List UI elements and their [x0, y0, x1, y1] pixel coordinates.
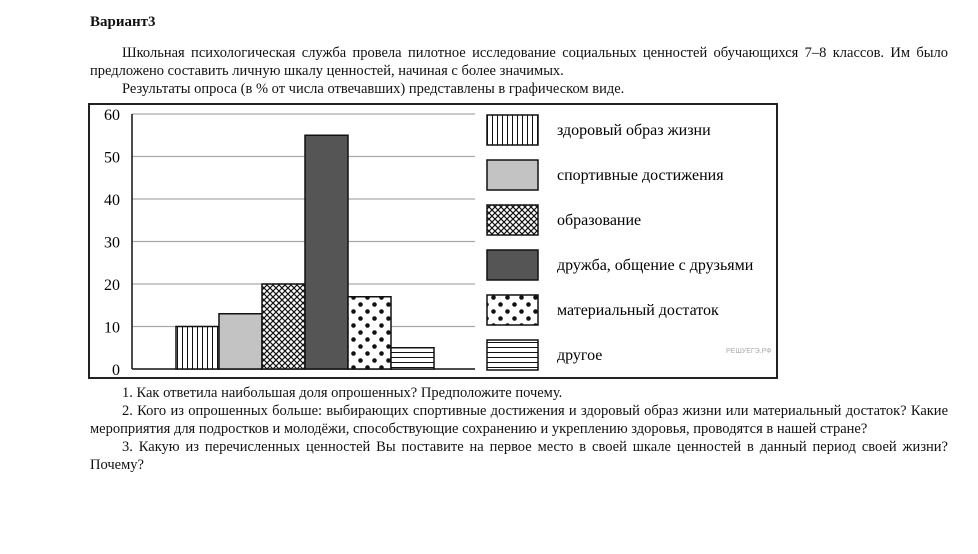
- y-tick-label: 40: [104, 192, 120, 209]
- legend-label-3: дружба, общение с друзьями: [557, 257, 754, 274]
- watermark: РЕШУЕГЭ.РФ: [726, 348, 772, 355]
- bar-4: [348, 297, 391, 369]
- y-tick-label: 60: [104, 107, 120, 124]
- variant-title: Вариант3: [90, 14, 156, 30]
- legend-label-0: здоровый образ жизни: [557, 122, 711, 139]
- bar-1: [219, 314, 262, 369]
- legend-label-1: спортивные достижения: [557, 167, 724, 184]
- question-2: 2. Кого из опрошенных больше: выбирающих спортивные достижения и здоровый образ жизни или материальный достаток? Какие мероприятия для подростков и молодёжи, способствующие сохранению и укреплению здоровья, проводятся в нашей стране?: [90, 403, 948, 437]
- legend-swatch-0: [487, 115, 538, 145]
- question-1: 1. Как ответила наибольшая доля опрошенных? Предположите почему.: [122, 385, 563, 401]
- bar-0: [176, 327, 219, 370]
- bar-5: [391, 348, 434, 369]
- bar-2: [262, 284, 305, 369]
- legend-label-2: образование: [557, 212, 642, 229]
- y-tick-label: 50: [104, 149, 120, 167]
- legend-swatch-3: [487, 250, 538, 280]
- intro-paragraph: Школьная психологическая служба провела пилотное исследование социальных ценностей обучающихся 7–8 классов. Им было предложено составить личную шкалу ценностей, начиная с более значимых.: [90, 45, 948, 79]
- y-tick-label: 30: [104, 234, 120, 252]
- legend-swatch-1: [487, 160, 538, 190]
- question-3: 3. Какую из перечисленных ценностей Вы поставите на первое место в своей шкале ценностей в данный период своей жизни? Почему?: [90, 439, 948, 473]
- y-tick-label: 0: [112, 362, 120, 379]
- legend-label-4: материальный достаток: [557, 302, 719, 319]
- y-tick-label: 20: [104, 277, 120, 294]
- y-tick-label: 10: [104, 319, 120, 337]
- intro-results: Результаты опроса (в % от числа отвечавших) представлены в графическом виде.: [122, 81, 625, 97]
- legend-swatch-5: [487, 340, 538, 370]
- bar-3: [305, 135, 348, 369]
- legend-swatch-4: [487, 295, 538, 325]
- legend-label-5: другое: [557, 347, 603, 364]
- legend-swatch-2: [487, 205, 538, 235]
